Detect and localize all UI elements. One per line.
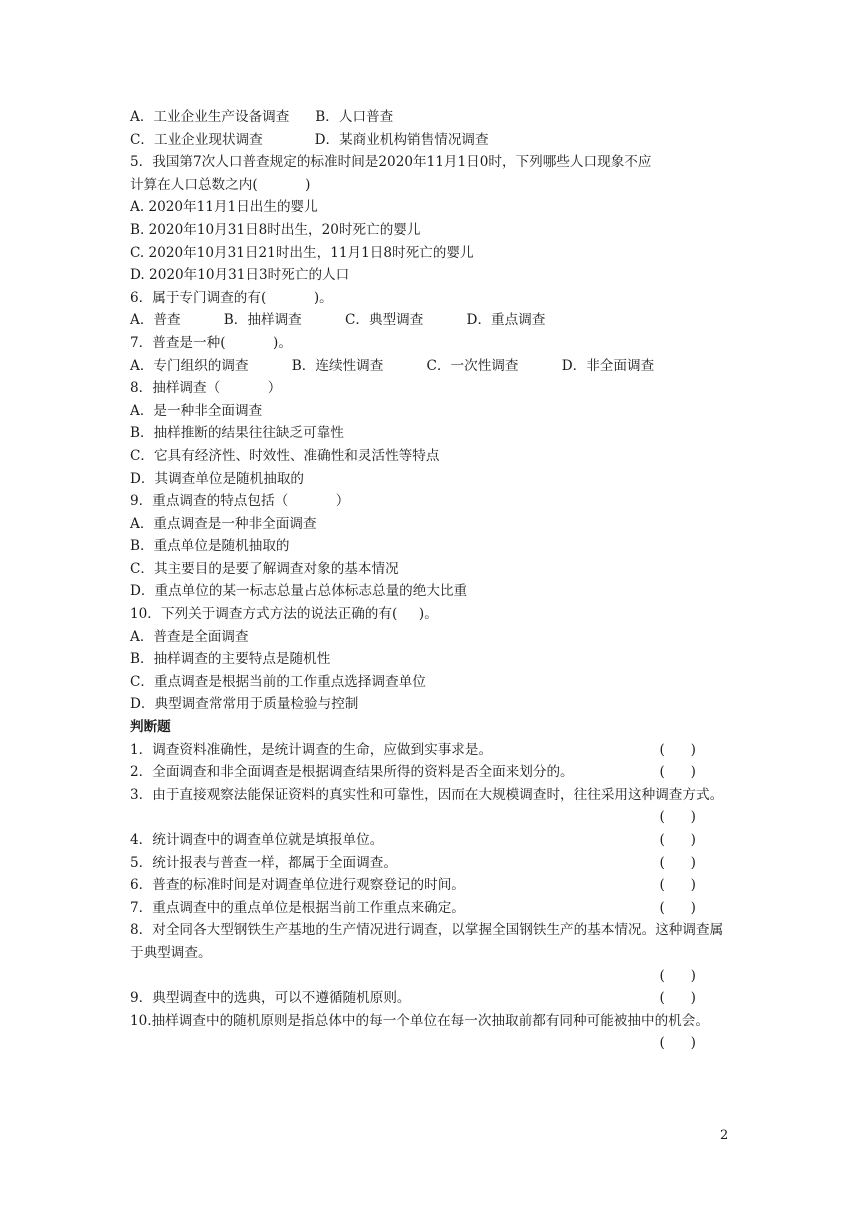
tf-item-text: 7．重点调查中的重点单位是根据当前工作重点来确定。: [130, 899, 465, 916]
page-number: 2: [720, 1128, 729, 1143]
tf-item-8: [130, 919, 730, 987]
tf-item-1: [130, 739, 730, 762]
option-line: C．其主要目的是要了解调查对象的基本情况: [130, 560, 399, 577]
tf-item-text: 2．全面调查和非全面调查是根据调查结果所得的资料是否全面来划分的。: [130, 764, 574, 781]
tf-item-text: 8．对全同各大型钢铁生产基地的生产情况进行调查，以掌握全国钢铁生产的基本情况。这种调查属于典型调查。: [130, 922, 724, 961]
option-line: D. 2020年10月31日3时死亡的人口: [130, 267, 350, 284]
multiple-choice-section: [130, 106, 730, 716]
answer-blank: ( ): [659, 967, 696, 984]
answer-blank: ( ): [659, 832, 696, 848]
option-line: A．普查 B．抽样调查 C．典型调查 D．重点调查: [130, 312, 546, 329]
question-8: 8．抽样调查（ ）: [130, 380, 282, 397]
tf-item-10: [130, 1010, 730, 1055]
true-false-section: [130, 739, 730, 1055]
answer-blank: ( ): [659, 1035, 696, 1052]
option-line: C. 2020年10月31日21时出生，11月1日8时死亡的婴儿: [130, 244, 474, 261]
answer-blank: ( ): [659, 877, 696, 894]
tf-item-4: [130, 829, 730, 852]
page-content: [130, 106, 730, 1055]
section-title-true-false: 判断题: [130, 719, 171, 736]
answer-blank: ( ): [659, 854, 696, 871]
tf-item-text: 10.抽样调查中的随机原则是指总体中的每一个单位在每一次抽取前都有同种可能被抽中的机会。: [130, 1012, 709, 1029]
tf-item-text: 4．统计调查中的调查单位就是填报单位。: [130, 832, 384, 848]
tf-item-9: [130, 987, 730, 1010]
option-line: A．重点调查是一种非全面调查: [130, 515, 317, 532]
question-6: 6．属于专门调查的有( )。: [130, 289, 333, 306]
option-line: B．抽样推断的结果往往缺乏可靠性: [130, 425, 344, 442]
option-line: A．普查是全面调查: [130, 628, 249, 645]
answer-blank: ( ): [659, 809, 696, 826]
question-10: 10．下列关于调查方式方法的说法正确的有( )。: [130, 606, 438, 623]
answer-blank: ( ): [659, 990, 696, 1007]
text-line: 计算在人口总数之内( ): [130, 176, 311, 193]
option-line: B. 2020年10月31日8时出生，20时死亡的婴儿: [130, 221, 421, 238]
option-line: A. 2020年11月1日出生的婴儿: [130, 199, 318, 216]
text-line: C．工业企业现状调查 D．某商业机构销售情况调查: [130, 131, 489, 148]
tf-item-text: 6．普查的标准时间是对调查单位进行观察登记的时间。: [130, 877, 465, 894]
option-line: B．重点单位是随机抽取的: [130, 538, 290, 555]
option-line: B．抽样调查的主要特点是随机性: [130, 651, 331, 668]
answer-blank: ( ): [659, 764, 696, 781]
tf-item-text: 9．典型调查中的选典，可以不遵循随机原则。: [130, 990, 411, 1007]
tf-item-text: 1．调查资料准确性，是统计调查的生命，应做到实事求是。: [130, 741, 493, 758]
question-9: 9．重点调查的特点包括（ ）: [130, 493, 350, 510]
tf-item-text: 3．由于直接观察法能保证资料的真实性和可靠性，因而在大规模调查时，往往采用这种调查方式。: [130, 786, 724, 803]
option-line: C．它具有经济性、时效性、准确性和灵活性等特点: [130, 447, 440, 464]
option-line: D．重点单位的某一标志总量占总体标志总量的绝大比重: [130, 583, 468, 600]
answer-blank: ( ): [659, 899, 696, 916]
option-line: D．其调查单位是随机抽取的: [130, 470, 305, 487]
tf-item-6: [130, 874, 730, 897]
question-7: 7．普查是一种( )。: [130, 334, 292, 351]
option-line: A．专门组织的调查 B．连续性调查 C．一次性调查 D．非全面调查: [130, 357, 655, 374]
tf-item-2: [130, 761, 730, 784]
tf-item-3: [130, 784, 730, 829]
tf-item-7: [130, 897, 730, 920]
option-line: C．重点调查是根据当前的工作重点选择调查单位: [130, 673, 426, 690]
question-5: 5．我国第7次人口普查规定的标准时间是2020年11月1日0时，下列哪些人口现象不应: [130, 154, 652, 171]
option-line: A．是一种非全面调查: [130, 402, 263, 419]
tf-item-5: [130, 852, 730, 875]
answer-blank: ( ): [659, 741, 696, 758]
text-line: A．工业企业生产设备调查 B．人口普查: [130, 109, 394, 125]
option-line: D．典型调查常常用于质量检验与控制: [130, 696, 359, 713]
tf-item-text: 5．统计报表与普查一样，都属于全面调查。: [130, 854, 397, 871]
